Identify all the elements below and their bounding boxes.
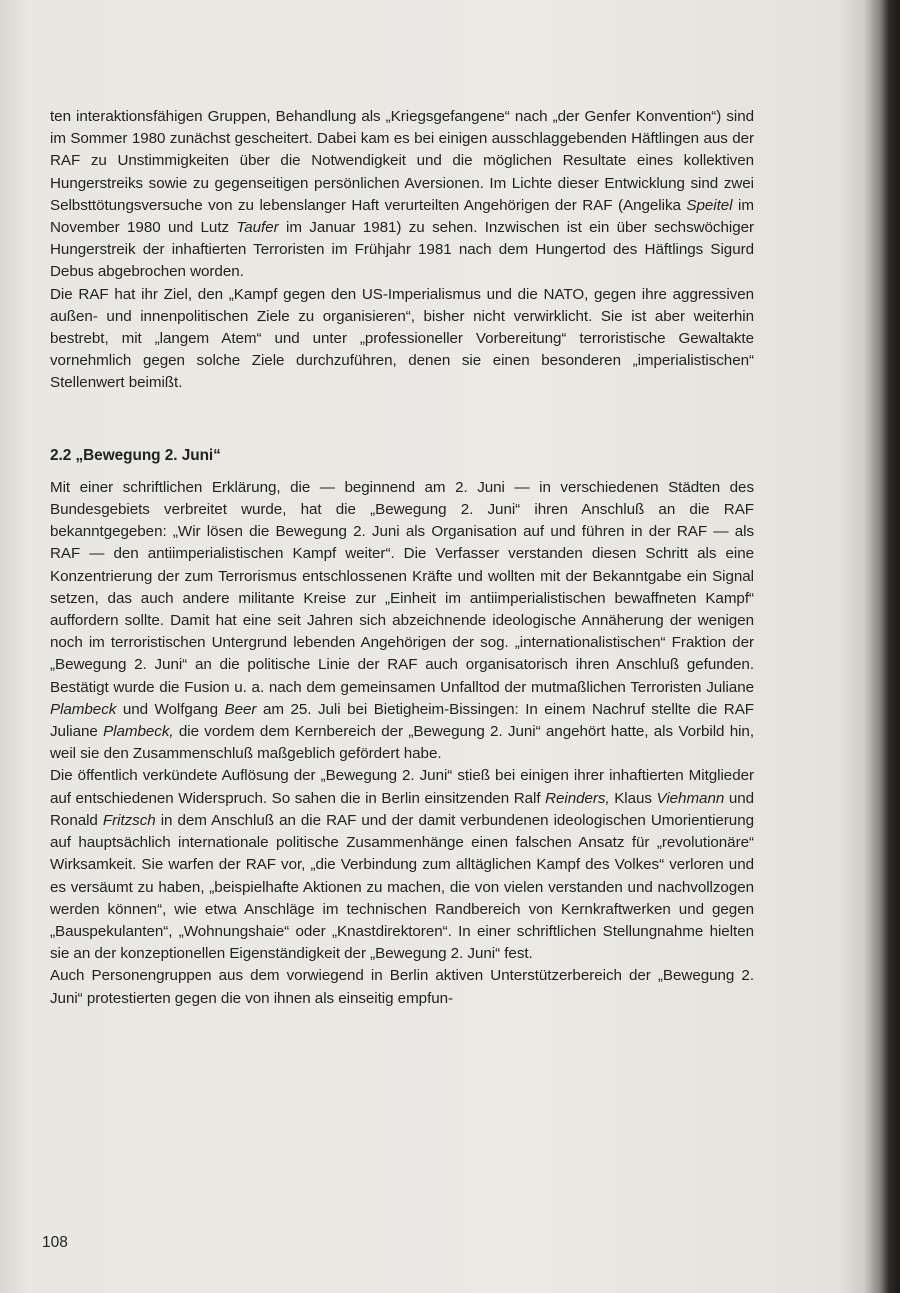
text-run: am 25. Juli bei Bietigheim-Bissingen: In einem Nachruf stellte die RAF Juliane (50, 700, 755, 741)
paragraph-personengruppen: Auch Personengruppen aus dem vorwiegend in Berlin aktiven Unterstützerbereich der „Bewegung 2. Juni“ protestierten gegen die von ihnen als einseitig empfun- (50, 967, 754, 1007)
text-run: ten interaktionsfähigen Gruppen, Behandlung als „Kriegsgefangene“ nach „der Genfer Konvention“) sind im Sommer 1980 zunächst gescheitert. Dabei kam es bei einigen ausschlaggebenden Häftlingen aus der RAF zu Unstimmigkeiten über die Notwendigkeit und die möglichen Resultate eines kollektiven Hungerstreiks sowie zu gegenseitigen persönlichen Aversionen. Im Lichte dieser Entwicklung sind zwei Selbsttötungsversuche von zu lebenslanger Haft verurteilten Angehörigen der RAF (Angelika (50, 108, 754, 214)
italic-name: Beer (224, 700, 257, 718)
text-run: die vordem dem Kernbereich der „Bewegung 2. Juni“ angehört hatte, als Vorbild hin, weil sie den Zusammenschluß maßgeblich gefördert habe. (50, 723, 755, 763)
text-run: und Ronald (50, 789, 755, 829)
italic-name: Speitel (686, 196, 733, 214)
paragraph-erklaerung (50, 477, 754, 766)
text-run: im Januar 1981) zu sehen. Inzwischen ist ein über sechswöchiger Hungerstreik der inhaftierten Terroristen im Frühjahr 1981 nach dem Hungertod des Häftlings Sigurd Debus abgebrochen worden. (50, 219, 754, 281)
page-number: 108 (42, 1234, 68, 1251)
paragraph-hungerstreik (50, 106, 754, 284)
text-run: und Wolfgang (116, 700, 225, 718)
italic-name: Reinders, (545, 789, 610, 807)
binding-shadow (864, 0, 900, 1293)
page-body (50, 106, 754, 1010)
italic-name: Plambeck, (103, 723, 174, 741)
paragraph-aufloesung (50, 765, 754, 965)
text-run: Die öffentlich verkündete Auflösung der „Bewegung 2. Juni“ stieß bei einigen ihrer inhaftierten Mitglieder auf entschiedenen Widerspruch. So sahen die in Berlin einsitzenden Ralf (50, 767, 754, 807)
italic-name: Plambeck (50, 700, 117, 718)
italic-name: Fritzsch (102, 811, 156, 829)
italic-name: Viehmann (656, 789, 725, 807)
text-run: Klaus (609, 789, 657, 807)
paragraph-raf-ziel: Die RAF hat ihr Ziel, den „Kampf gegen den US-Imperialismus und die NATO, gegen ihre aggressiven außen- und innenpolitischen Ziele zu organisieren“, bisher nicht verwirklicht. Sie ist aber weiterhin bestrebt, mit „langem Atem“ und unter „professioneller Vorbereitung“ terroristische Gewaltakte vornehmlich gegen solche Ziele durchzuführen, denen sie einen besonderen „imperialistischen“ Stellenwert beimißt. (50, 285, 754, 392)
text-run: Mit einer schriftlichen Erklärung, die — beginnend am 2. Juni — in verschiedenen Städten des Bundesgebiets verbreitet wurde, hat die „Bewegung 2. Juni“ ihren Anschluß an die RAF bekanntgegeben: „Wir lösen die Bewegung 2. Juni als Organisation auf und führen in der RAF — als RAF — den antiimperialistischen Kampf weiter“. Die Verfasser verstanden diesen Schritt als eine Konzentrierung der zum Terrorismus entschlossenen Kräfte und wollten mit der Bekanntgabe ein Signal setzen, das auch andere militante Kreise zur „Einheit im antiimperialistischen bewaffneten Kampf“ auffordern sollte. Damit hat eine seit Jahren sich abzeichnende ideologische Annäherung der wenigen noch im terroristischen Untergrund lebenden Angehörigen der sog. „internationalistischen“ Fraktion der „Bewegung 2. Juni“ an die politische Linie der RAF auch organisatorisch ihren Anschluß gefunden. Bestätigt wurde die Fusion u. a. nach dem gemeinsamen Unfalltod der mutmaßlichen Terroristen Juliane (50, 478, 754, 696)
text-run: in dem Anschluß an die RAF und der damit verbundenen ideologischen Umorientierung auf hauptsächlich internationale politische Zusammenhänge einen falschen Ansatz für „revolutionäre“ Wirksamkeit. Sie warfen der RAF vor, „die Verbindung zum alltäglichen Kampf des Volkes“ verloren und es versäumt zu haben, „beispielhafte Aktionen zu machen, die von vielen verstanden und nachvollzogen werden können“, wie etwa Anschläge im technischen Randbereich von Kernkraftwerken und gegen „Bauspekulanten“, „Wohnungshaie“ oder „Knastdirektoren“. In einer schriftlichen Stellungnahme hielten sie an der konzeptionellen Eigenständigkeit der „Bewegung 2. Juni“ fest. (50, 811, 755, 963)
text-run: im November 1980 und Lutz (50, 196, 754, 237)
section-heading: 2.2 „Bewegung 2. Juni“ (50, 446, 221, 464)
italic-name: Taufer (236, 219, 279, 237)
